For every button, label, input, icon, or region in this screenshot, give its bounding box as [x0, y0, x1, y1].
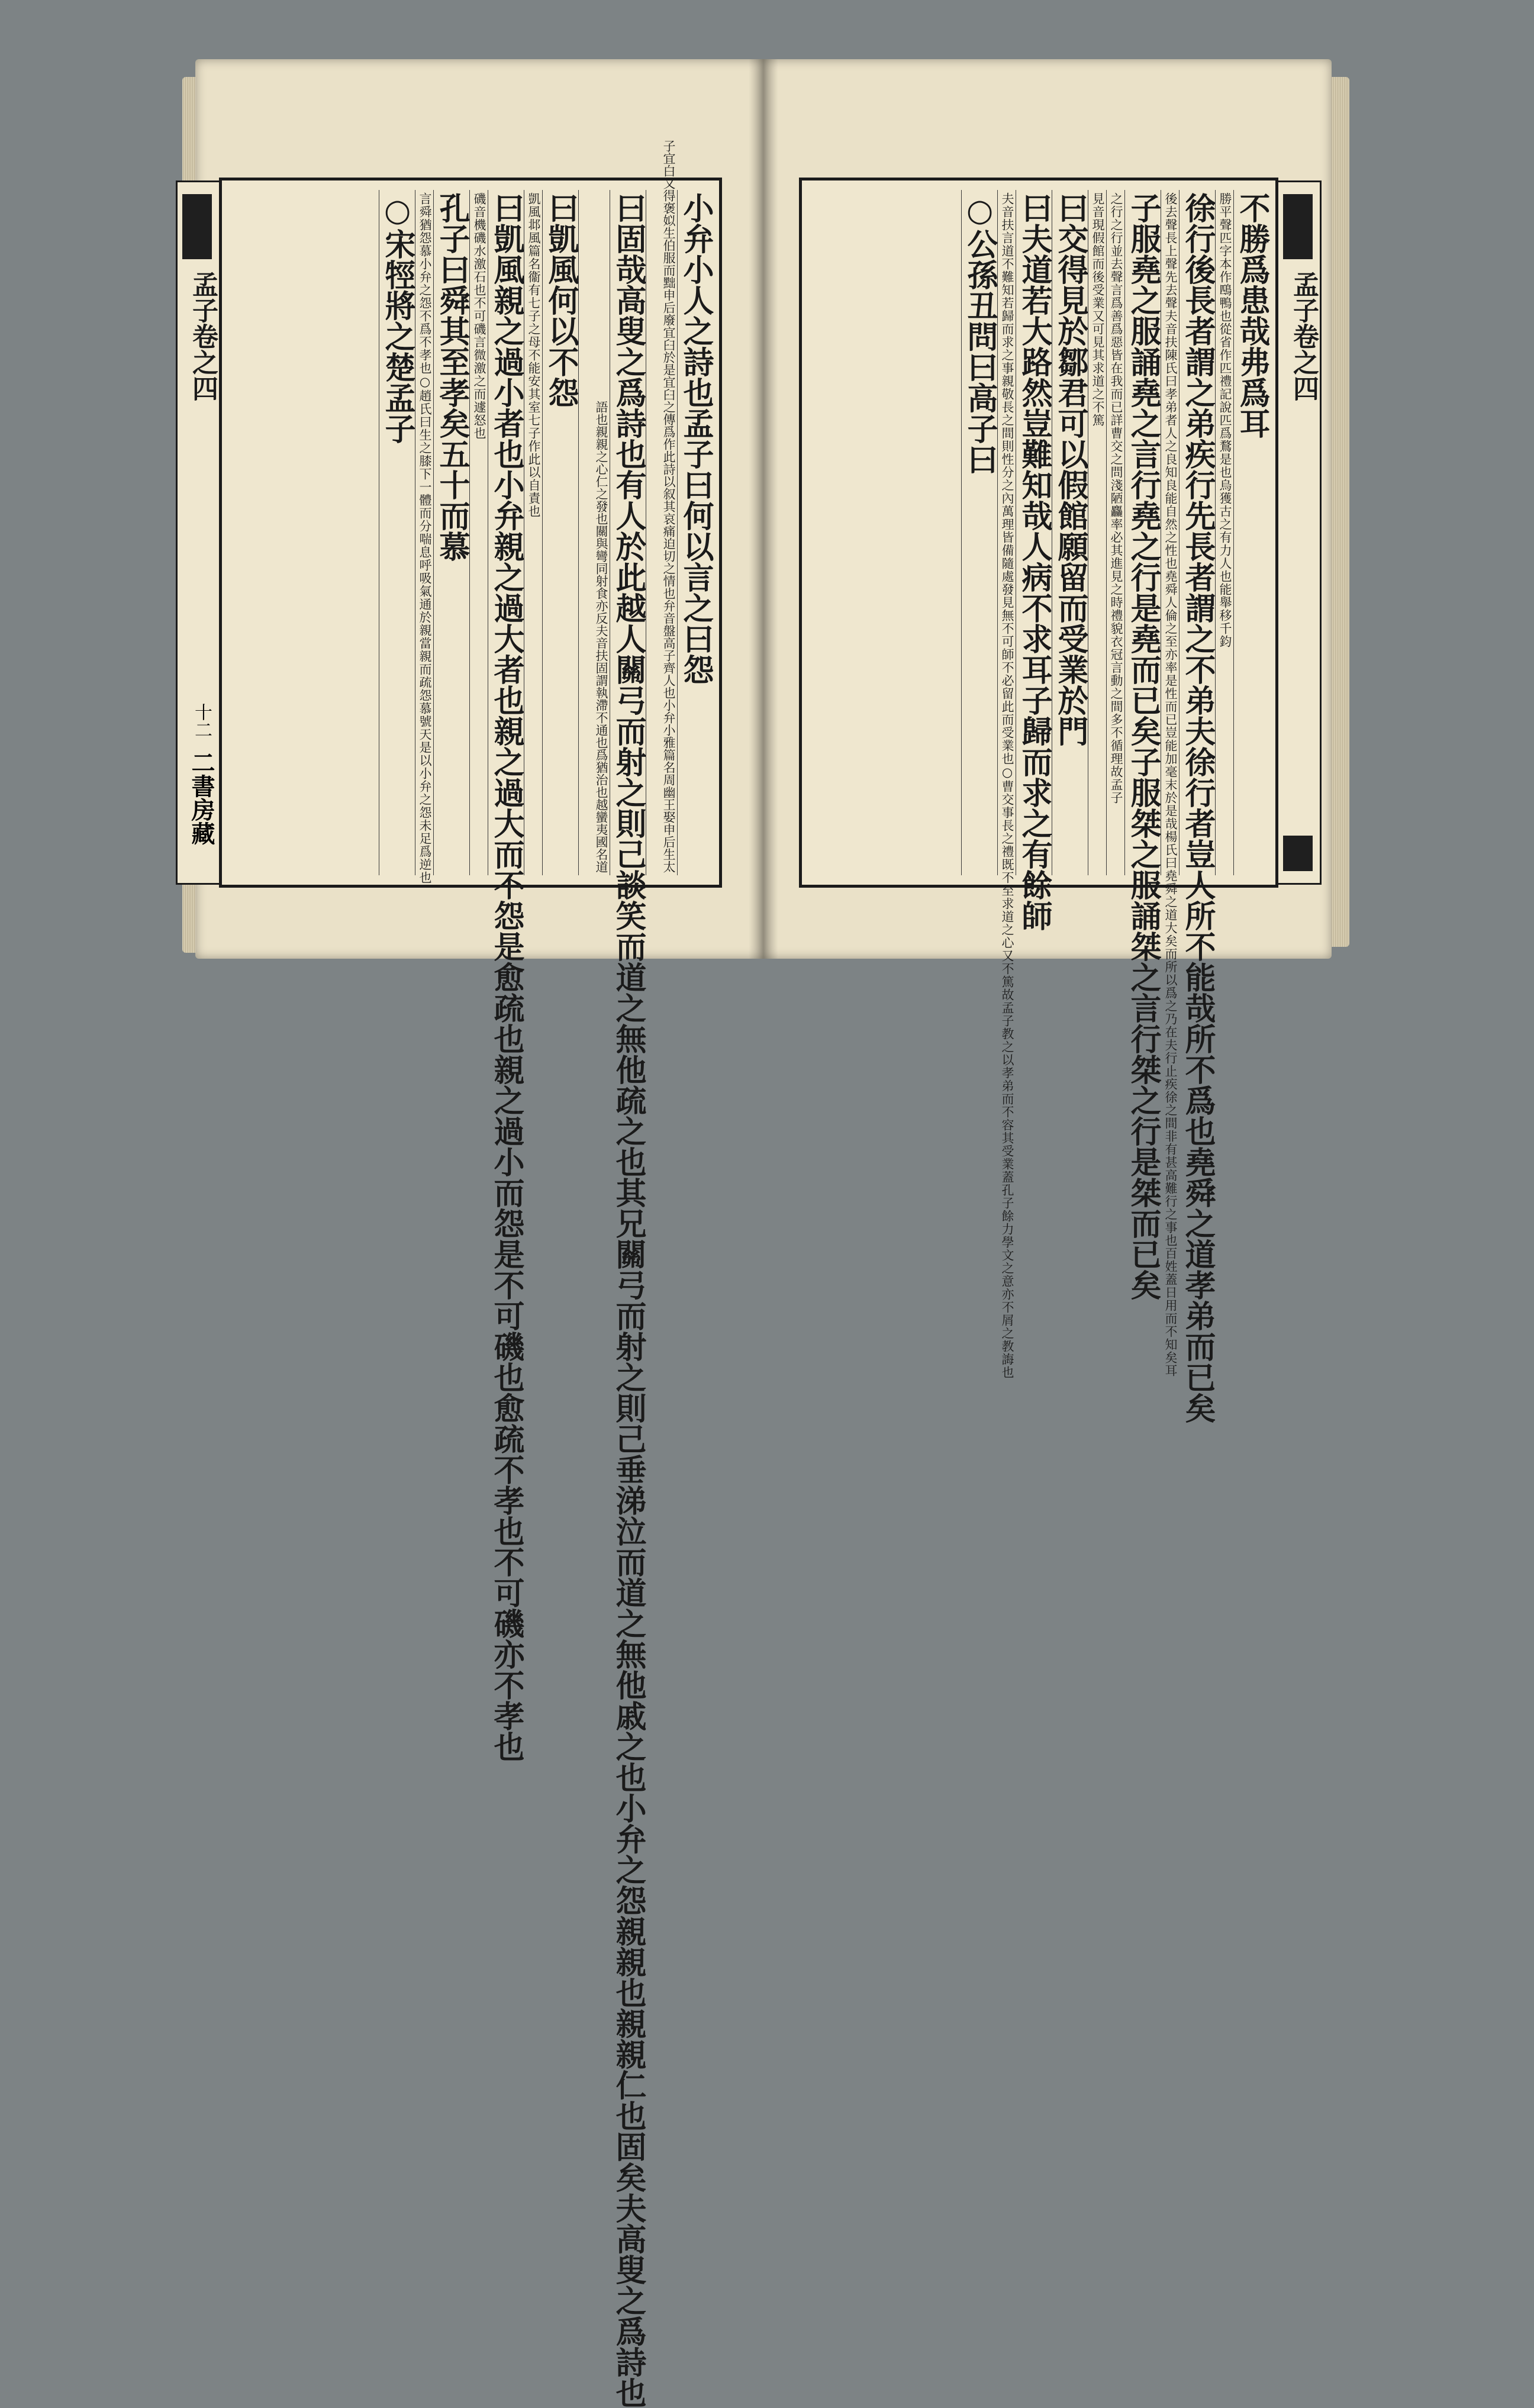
margin-block-bottom: [1283, 836, 1313, 871]
text-column: 曰凱風何以不怨: [542, 190, 576, 875]
open-book: [188, 59, 1332, 2408]
note-column: 夫音扶言道不難知若歸而求之事親敬長之間則性分之內萬理皆備隨處發見無不可師不必留此而受業也○曹交事長之禮既不至求道之心又不篤故孟子教之以孝弟而不容其受業蓋孔子餘力學文之意亦不屑之教誨也: [997, 190, 1013, 875]
note-line: 子宜白又得褒姒生伯服而黜申后廢宜臼於是宜臼之傳爲作此詩以叙其哀痛迫切之情也: [662, 140, 676, 599]
text-column: 曰凱風親之過小者也小弁親之過大者也親之過大而不怨是愈疏也親之過小而怨是不可磯也愈疏不孝也不可磯亦不孝也: [488, 190, 521, 875]
right-page: [763, 59, 1332, 1423]
margin-block-top: [182, 194, 212, 259]
text-column: ○公孫丑問曰高子曰: [961, 190, 995, 875]
text-column: 子服堯之服誦堯之言行堯之行是堯而已矣子服桀之服誦桀之言行桀之行是桀而已矣: [1124, 190, 1158, 875]
note-column: 見音現假館而後受業又可見其求道之不篤: [1088, 190, 1104, 875]
note-column: 勝平聲匹字本作鴄鴨也從省作匹禮記說匹爲鶩是也烏獲古之有力人也能舉移千鈞: [1215, 190, 1231, 875]
text-column: 曰夫道若大路然豈難知哉人病不求耳子歸而求之有餘師: [1016, 190, 1049, 875]
note-column: [646, 140, 676, 875]
left-text-frame: [188, 140, 722, 2408]
text-column: 曰交得見於鄒君可以假館願留而受業於門: [1052, 190, 1085, 875]
right-columns: [810, 190, 1270, 1423]
text-column: 孔子曰舜其至孝矣五十而慕: [433, 190, 467, 875]
left-margin-title: 孟子卷之四: [188, 271, 218, 401]
margin-block-top: [1283, 194, 1313, 259]
note-line: 關與彎同射食亦反夫音扶固謂執滯不通也爲猶治也越蠻夷國名道: [594, 525, 608, 873]
note-column: [578, 190, 607, 875]
note-column: 後去聲長上聲先去聲夫音扶陳氏曰孝弟者人之良知良能自然之性也堯舜人倫之至亦率是性而已豈能加毫末於是哉楊氏曰堯舜之道大矣而所以爲之乃在夫行止疾徐之間非有甚高難行之事也百姓蓋日用而不知矣耳: [1161, 190, 1177, 875]
text-column: 小弁小人之詩也孟子曰何以言之曰怨: [677, 190, 711, 875]
note-column: 言舜猶怨慕小弁之怨不爲不孝也○趙氏曰生之膝下一體而分喘息呼吸氣通於親當親而疏怨慕號天是以小弁之怨未足爲逆也: [415, 190, 431, 875]
note-line: 語也親親之心仁之發也: [594, 401, 608, 525]
note-line: 弁音盤高子齊人也小弁小雅篇名周幽王娶申后生太: [662, 599, 676, 873]
left-margin-column: [176, 180, 221, 885]
left-margin-page-number: 十二: [191, 703, 212, 739]
text-column: 曰固哉高叟之爲詩也有人於此越人關弓而射之則己談笑而道之無他疏之也其兄關弓而射之則己垂涕泣而道之無他戚之也小弁之怨親親也親親仁也固矣夫高叟之爲詩也: [610, 190, 643, 875]
left-columns: [230, 140, 714, 2408]
text-column: ○宋牼將之楚孟子: [379, 190, 412, 875]
right-margin-title: 孟子卷之四: [1288, 271, 1319, 401]
note-column: 凱風邶風篇名衞有七子之母不能安其室七子作此以自責也: [524, 190, 540, 875]
text-column: 不勝爲患哉弗爲耳: [1233, 190, 1267, 875]
left-page: [188, 59, 763, 2408]
note-column: 之行之行並去聲言爲善爲惡皆在我而已詳曹交之問淺陋麤率必其進見之時禮貌衣冠言動之間多不循理故孟子: [1106, 190, 1122, 875]
book-gutter: [749, 59, 778, 959]
note-column: 磯音機磯水激石也不可磯言微激之而遽怒也: [469, 190, 485, 875]
right-margin-column: [1277, 180, 1322, 885]
text-column: 徐行後長者謂之弟疾行先長者謂之不弟夫徐行者豈人所不能哉所不爲也堯舜之道孝弟而已矣: [1179, 190, 1213, 875]
right-text-frame: [799, 178, 1319, 1423]
left-margin-publisher: 二書房藏: [188, 750, 215, 845]
